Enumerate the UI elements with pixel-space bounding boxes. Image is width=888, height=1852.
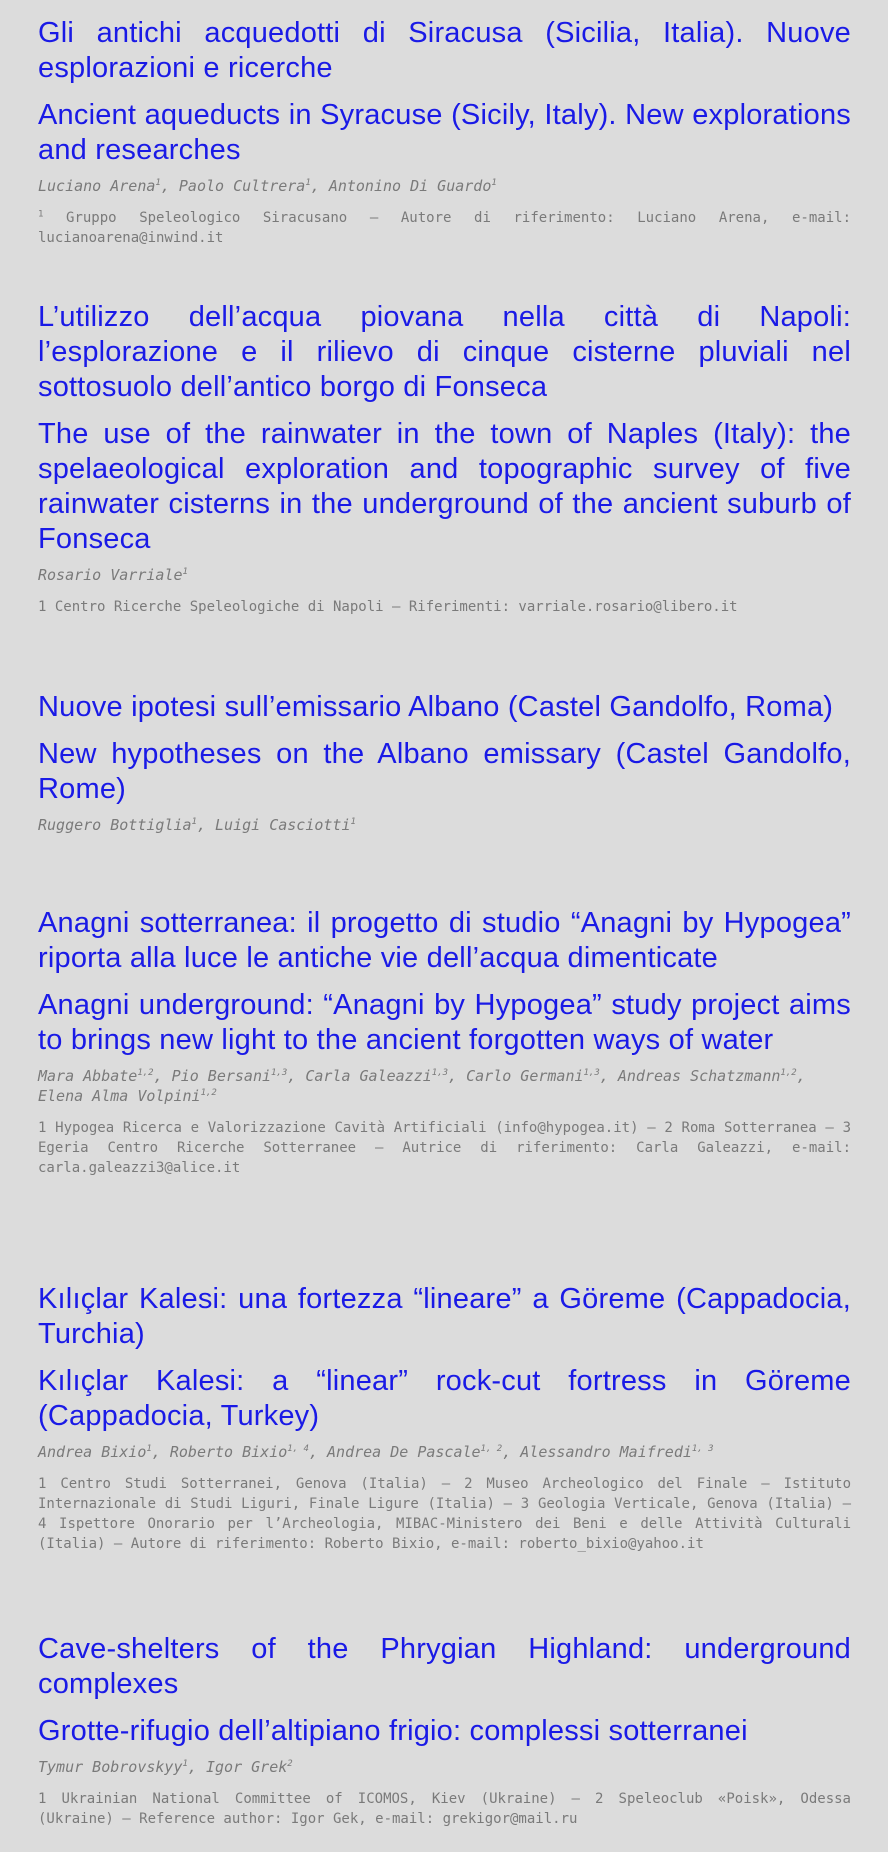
author-affiliation-ref: 1,2 (200, 1088, 217, 1098)
author-name: Luciano Arena (38, 177, 156, 195)
author-affiliation-ref: 1 (350, 817, 356, 827)
affiliation-note: 1 Centro Studi Sotterranei, Genova (Italia) – 2 Museo Archeologico del Finale – Istituto Internazionale di Studi Liguri, Finale Ligure (Italia) – 3 Geologia Verticale, Genova (Italia) – 4 Ispettore Onorario per l’Archeologia, MIBAC-Ministero dei Beni e delle Attività Culturali (Italia) – Autore di riferimento: Roberto Bixio, e-mail: roberto_bixio@yahoo.it (38, 1476, 851, 1552)
abstract-entry (38, 906, 851, 1178)
title-english: Ancient aqueducts in Syracuse (Sicily, Italy). New explorations and researches (38, 99, 851, 166)
author-affiliation-ref: 1 (155, 178, 161, 188)
affiliation-note: 1 Centro Ricerche Speleologiche di Napoli – Riferimenti: varriale.rosario@libero.it (38, 599, 738, 615)
title-italian: Grotte-rifugio dell’altipiano frigio: complessi sotterranei (38, 1715, 748, 1747)
author-name: Luigi Casciotti (215, 816, 351, 834)
author-name: Andreas Schatzmann (617, 1067, 781, 1085)
title-english: New hypotheses on the Albano emissary (Castel Gandolfo, Rome) (38, 738, 851, 805)
author-affiliation-ref: 1 (491, 178, 497, 188)
author-affiliation-ref: 1 (182, 1759, 188, 1769)
title-italian: Gli antichi acquedotti di Siracusa (Sicilia, Italia). Nuove esplorazioni e ricerche (38, 17, 851, 84)
author-name: Antonino Di Guardo (328, 177, 492, 195)
title-english: The use of the rainwater in the town of Naples (Italy): the spelaeological exploration and topographic survey of five rainwater cisterns in the underground of the ancient suburb of Fonseca (38, 418, 851, 555)
author-list: Mara Abbate$^{1,2}$, Pio Bersani$^{1,3}$, Carla Galeazzi$^{1,3}$, Carlo Germani$^{1,3}$, Andreas Schatzmann$^{1,2}$, Elena Alma Volpini$^{1,2}$ (38, 1067, 806, 1105)
author-affiliation-ref: 1 (182, 567, 188, 577)
affiliation-note: 1 Hypogea Ricerca e Valorizzazione Cavità Artificiali (info@hypogea.it) – 2 Roma Sotterranea – 3 Egeria Centro Ricerche Sotterranee – Autrice di riferimento: Carla Galeazzi, e-mail: carla.galeazzi3@alice.it (38, 1120, 851, 1176)
affiliation-number: 1 (38, 209, 44, 220)
author-name: Carla Galeazzi (305, 1067, 432, 1085)
author-affiliation-ref: 1,3 (271, 1068, 288, 1078)
author-affiliation-ref: 1,2 (780, 1068, 797, 1078)
title-italian: Nuove ipotesi sull’emissario Albano (Castel Gandolfo, Roma) (38, 691, 834, 723)
affiliation-text: Gruppo Speleologico Siracusano – Autore di riferimento: Luciano Arena, e-mail: lucianoarena@inwind.it (38, 210, 851, 246)
author-name: Tymur Bobrovskyy (38, 1758, 183, 1776)
author-affiliation-ref: 1,3 (431, 1068, 449, 1078)
author-affiliation-ref: 1, 2 (480, 1444, 503, 1454)
author-name: Mara Abbate (38, 1067, 138, 1085)
author-list: Andrea Bixio$^1$, Roberto Bixio$^{1, 4}$, Andrea De Pascale$^{1, 2}$, Alessandro Maifredi$^{1, 3}$ (38, 1443, 714, 1461)
affiliation-note (38, 208, 851, 248)
author-affiliation-ref: 1 (305, 178, 311, 188)
author-name: Elena Alma Volpini (38, 1087, 201, 1105)
abstract-entry (38, 16, 851, 248)
abstract-entry (38, 1282, 851, 1554)
author-list: Tymur Bobrovskyy$^1$, Igor Grek$^2$ (38, 1758, 293, 1776)
author-name: Alessandro Maifredi (520, 1443, 692, 1461)
author-name: Paolo Cultrera (178, 177, 306, 195)
author-list: Ruggero Bottiglia$^1$, Luigi Casciotti$^1$ (38, 816, 356, 834)
author-affiliation-ref: 1,3 (583, 1068, 600, 1078)
author-affiliation-ref: 1 (191, 817, 197, 827)
abstract-entry (38, 1632, 851, 1829)
title-english: Anagni underground: “Anagni by Hypogea” study project aims to brings new light to the ancient forgotten ways of water (38, 989, 851, 1056)
author-affiliation-ref: 1 (146, 1444, 152, 1454)
author-affiliation-ref: 2 (287, 1759, 293, 1769)
affiliation-note: 1 Ukrainian National Committee of ICOMOS, Kiev (Ukraine) – 2 Speleoclub «Poisk», Odessa (Ukraine) – Reference author: Igor Gek, e-mail: grekigor@mail.ru (38, 1791, 851, 1827)
author-list (38, 565, 851, 585)
abstract-entry (38, 300, 851, 617)
author-name: Igor Grek (205, 1758, 288, 1776)
abstract-entry (38, 690, 851, 835)
author-affiliation-ref: 1, 3 (691, 1444, 714, 1454)
author-name: Ruggero Bottiglia (38, 816, 192, 834)
title-italian: Kılıçlar Kalesi: una fortezza “lineare” a Göreme (Cappadocia, Turchia) (38, 1283, 851, 1350)
author-affiliation-ref: 1, 4 (287, 1444, 309, 1454)
author-name: Pio Bersani (171, 1067, 272, 1085)
author-name: Andrea De Pascale (327, 1443, 481, 1461)
title-italian: L’utilizzo dell’acqua piovana nella città di Napoli: l’esplorazione e il rilievo di cinque cisterne pluviali nel sottosuolo dell’antico borgo di Fonseca (38, 301, 851, 403)
author-name: Rosario Varriale (38, 566, 183, 584)
author-name: Roberto Bixio (169, 1443, 288, 1461)
title-english: Kılıçlar Kalesi: a “linear” rock-cut fortress in Göreme (Cappadocia, Turkey) (38, 1365, 851, 1432)
title-italian: Anagni sotterranea: il progetto di studio “Anagni by Hypogea” riporta alla luce le antiche vie dell’acqua dimenticate (38, 907, 851, 974)
author-name: Andrea Bixio (38, 1443, 147, 1461)
author-list: Luciano Arena$^1$, Paolo Cultrera$^1$, Antonino Di Guardo$^1$ (38, 177, 497, 195)
author-affiliation-ref: 1,2 (137, 1068, 154, 1078)
author-name: Carlo Germani (466, 1067, 584, 1085)
title-english: Cave-shelters of the Phrygian Highland: underground complexes (38, 1633, 851, 1700)
